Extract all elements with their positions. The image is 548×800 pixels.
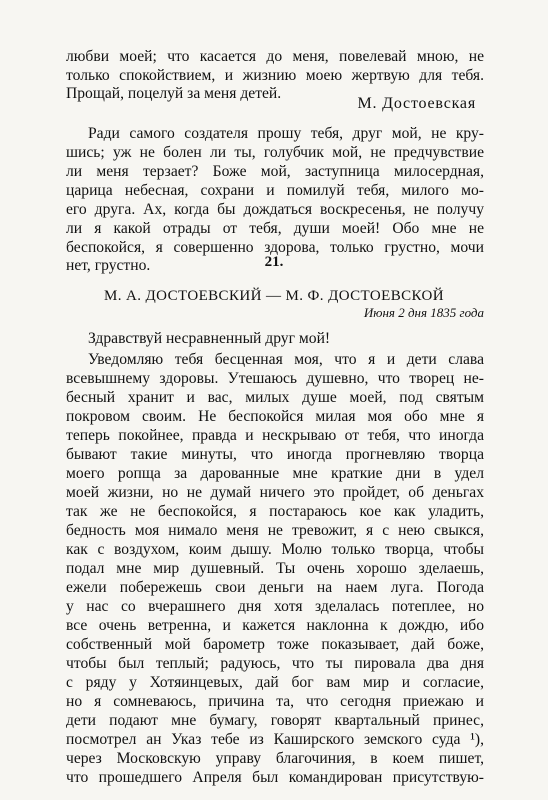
text-line: Уведомляю тебя бесценная моя, что я и дети слава [88, 351, 484, 368]
text-line: бывают такие минуты, что иногда прогневляю творца [66, 446, 484, 463]
text-line: моего ропща за дарованные мне краткие дни в удел [66, 465, 484, 482]
text-line: нет, грустно. [66, 257, 151, 274]
text-line: только спокойствием, и жизнию моею жертвую для тебя. [66, 67, 484, 84]
text-line: но я сомневаюсь, причина та, что сегодня приежаю и [66, 693, 484, 710]
text-line: все очень ветренна, и кажется наклонна к дождю, ибо [66, 617, 484, 634]
text-line: что прошедшего Апреля был командирован присутствую- [66, 769, 484, 786]
text-line: у нас со вчерашнего дня хотя зделалась потеплее, но [66, 598, 484, 615]
text-line: шись; уж не болен ли ты, голубчик мой, не предчувствие [66, 144, 484, 161]
text-line: покровом своим. Не беспокойся милая моя обо мне я [66, 408, 484, 425]
text-line: ли я какой отрады от тебя, души моей! Обо мне не [66, 220, 484, 237]
text-line: подал мне мир душевный. Ты очень хорошо зделаешь, [66, 560, 484, 577]
text-line: беспокойся, я совершенно здорова, только грустно, мочи [66, 239, 484, 256]
text-line: ежели побережешь свои деньги на наем луга. Погода [66, 579, 484, 596]
letter-heading: М. А. ДОСТОЕВСКИЙ — М. Ф. ДОСТОЕВСКОЙ [103, 288, 445, 304]
letter-greeting: Здравствуй несравненный друг мой! [88, 330, 331, 347]
text-line: с ряду у Хотяинцевых, дай бог вам мир и согласие, [66, 674, 484, 691]
text-line: собственный мой барометр тоже показывает, дай боже, [66, 636, 484, 653]
text-line: Прощай, поцелуй за меня детей. [66, 85, 282, 102]
text-line: бесный хранит и вас, милых душе моей, под святым [66, 389, 484, 406]
text-line: его друга. Ах, когда бы дождаться воскресенья, не получу [66, 201, 484, 218]
text-line: дети подают мне бумагу, говорят квартальный принес, [66, 712, 484, 729]
letter-number: 21. [264, 254, 284, 270]
text-line: ли меня терзает? Боже мой, заступница милосердная, [66, 163, 484, 180]
text-line: через Московскую управу благочиния, в коем пишет, [66, 750, 484, 767]
text-line: Ради самого создателя прошу тебя, друг мой, не кру- [88, 125, 484, 142]
text-line: теперь покойнее, правда и нескрываю от тебя, что иногда [66, 427, 484, 444]
text-line: как с воздухом, коим дышу. Молю только творца, чтобы [66, 541, 484, 558]
text-line: бедность моя нимало меня не тревожит, я с нею свыкся, [66, 522, 484, 539]
text-line: так же не беспокойся, я постараюсь кое как уладить, [66, 503, 484, 520]
signature: М. Достоевская [357, 95, 476, 112]
letter-date: Июня 2 дня 1835 года [363, 305, 484, 320]
text-line: моей жизни, но не думай ничего это пройдет, об деньгах [66, 484, 484, 501]
text-line: посмотрел ан Указ тебе из Каширского земского суда ¹), [66, 731, 484, 748]
text-line: всевышнему здоровы. Утешаюсь душевно, что творец не- [66, 370, 484, 387]
text-line: царица небесная, сохрани и помилуй тебя, милого мо- [66, 182, 484, 199]
text-line: любви моей; что касается до меня, повелевай мною, не [66, 48, 484, 65]
text-line: чтобы был теплый; радуюсь, что ты пировала два дня [66, 655, 484, 672]
